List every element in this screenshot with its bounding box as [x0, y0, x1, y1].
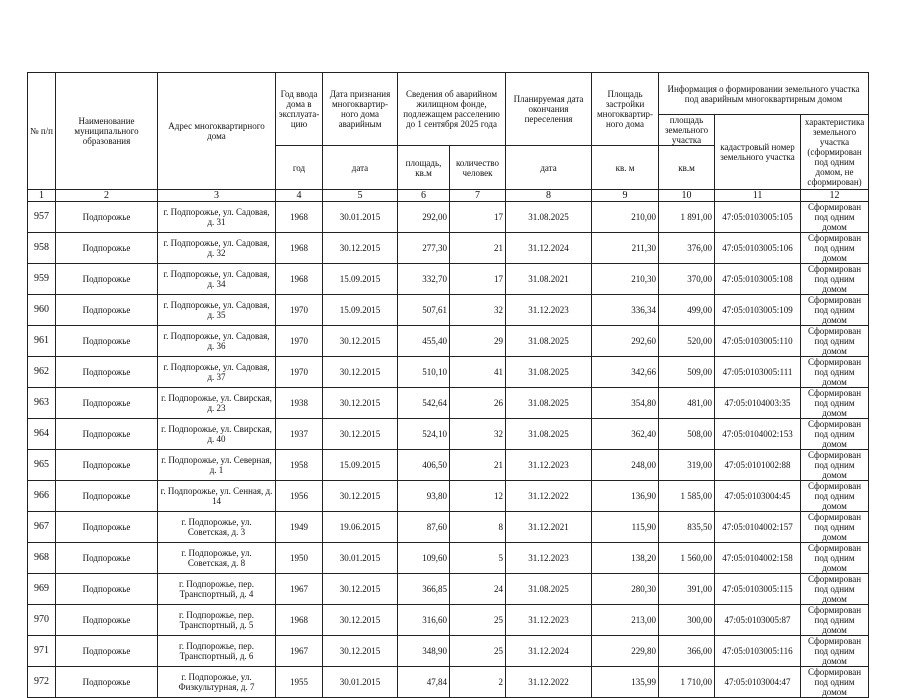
- cell-fund-area: 292,00: [398, 202, 450, 233]
- cell-land-area: 300,00: [659, 605, 715, 636]
- cell-municipality: Подпорожье: [56, 574, 158, 605]
- cell-built-area: 292,60: [592, 326, 659, 357]
- cell-fund-people: 5: [450, 543, 506, 574]
- cell-built-area: 248,00: [592, 450, 659, 481]
- column-number: 4: [276, 190, 323, 202]
- cell-fund-area: 366,85: [398, 574, 450, 605]
- cell-address: г. Подпорожье, ул. Физкультурная, д. 7: [158, 667, 276, 698]
- cell-land-characteristic: Сформирован под одним домом: [801, 574, 869, 605]
- cell-fund-people: 17: [450, 264, 506, 295]
- cell-row-number: 970: [28, 605, 56, 636]
- cell-land-characteristic: Сформирован под одним домом: [801, 233, 869, 264]
- cell-fund-area: 524,10: [398, 419, 450, 450]
- cell-planned-end: 31.08.2025: [506, 326, 592, 357]
- cell-land-area: 481,00: [659, 388, 715, 419]
- table-row: [28, 512, 869, 543]
- cell-land-area: 509,00: [659, 357, 715, 388]
- table-row: [28, 667, 869, 698]
- cell-year: 1958: [276, 450, 323, 481]
- table-row: [28, 202, 869, 233]
- cell-built-area: 211,30: [592, 233, 659, 264]
- cell-address: г. Подпорожье, ул. Садовая, д. 32: [158, 233, 276, 264]
- header-unit-date2: дата: [506, 146, 592, 190]
- cell-recognition-date: 30.12.2015: [323, 233, 398, 264]
- cell-land-characteristic: Сформирован под одним домом: [801, 543, 869, 574]
- cell-fund-area: 348,90: [398, 636, 450, 667]
- cell-land-area: 370,00: [659, 264, 715, 295]
- table-body: [28, 202, 869, 698]
- cell-land-characteristic: Сформирован под одним домом: [801, 326, 869, 357]
- cell-year: 1968: [276, 605, 323, 636]
- cell-year: 1968: [276, 264, 323, 295]
- cell-recognition-date: 30.12.2015: [323, 419, 398, 450]
- header-unit-date: дата: [323, 146, 398, 190]
- cell-recognition-date: 30.12.2015: [323, 605, 398, 636]
- cell-municipality: Подпорожье: [56, 388, 158, 419]
- cell-planned-end: 31.12.2021: [506, 512, 592, 543]
- cell-cadastral-number: 47:05:0103005:108: [715, 264, 801, 295]
- cell-built-area: 342,66: [592, 357, 659, 388]
- table-row: [28, 295, 869, 326]
- cell-land-area: 508,00: [659, 419, 715, 450]
- cell-row-number: 964: [28, 419, 56, 450]
- cell-address: г. Подпорожье, пер. Транспортный, д. 6: [158, 636, 276, 667]
- cell-address: г. Подпорожье, ул. Советская, д. 3: [158, 512, 276, 543]
- cell-built-area: 115,90: [592, 512, 659, 543]
- cell-built-area: 229,80: [592, 636, 659, 667]
- table-row: [28, 357, 869, 388]
- cell-municipality: Подпорожье: [56, 202, 158, 233]
- cell-land-characteristic: Сформирован под одним домом: [801, 202, 869, 233]
- cell-year: 1968: [276, 233, 323, 264]
- cell-fund-area: 87,60: [398, 512, 450, 543]
- cell-address: г. Подпорожье, ул. Северная, д. 1: [158, 450, 276, 481]
- cell-fund-people: 32: [450, 419, 506, 450]
- header-built-area: Площадь застройки многоквартир-ного дома: [592, 73, 659, 146]
- cell-built-area: 135,99: [592, 667, 659, 698]
- cell-land-characteristic: Сформирован под одним домом: [801, 388, 869, 419]
- cell-year: 1970: [276, 326, 323, 357]
- cell-land-area: 835,50: [659, 512, 715, 543]
- cell-fund-area: 510,10: [398, 357, 450, 388]
- cell-land-area: 1 585,00: [659, 481, 715, 512]
- cell-land-area: 1 891,00: [659, 202, 715, 233]
- cell-planned-end: 31.12.2024: [506, 233, 592, 264]
- table-row: [28, 636, 869, 667]
- cell-cadastral-number: 47:05:0104002:158: [715, 543, 801, 574]
- cell-row-number: 957: [28, 202, 56, 233]
- cell-row-number: 965: [28, 450, 56, 481]
- emergency-housing-table: [27, 72, 869, 698]
- cell-built-area: 354,80: [592, 388, 659, 419]
- cell-year: 1938: [276, 388, 323, 419]
- cell-land-area: 391,00: [659, 574, 715, 605]
- cell-fund-area: 455,40: [398, 326, 450, 357]
- cell-address: г. Подпорожье, пер. Транспортный, д. 5: [158, 605, 276, 636]
- column-number: 5: [323, 190, 398, 202]
- cell-municipality: Подпорожье: [56, 295, 158, 326]
- cell-fund-people: 8: [450, 512, 506, 543]
- column-number: 12: [801, 190, 869, 202]
- cell-year: 1970: [276, 357, 323, 388]
- cell-recognition-date: 30.12.2015: [323, 357, 398, 388]
- cell-fund-people: 29: [450, 326, 506, 357]
- cell-built-area: 138,20: [592, 543, 659, 574]
- header-land-info: Информация о формировании земельного участка под аварийным многоквартирным домом: [659, 73, 869, 115]
- cell-land-characteristic: Сформирован под одним домом: [801, 512, 869, 543]
- cell-row-number: 960: [28, 295, 56, 326]
- table-row: [28, 574, 869, 605]
- cell-land-area: 366,00: [659, 636, 715, 667]
- table-row: [28, 450, 869, 481]
- header-address: Адрес многоквартирного дома: [158, 73, 276, 190]
- cell-cadastral-number: 47:05:0103004:45: [715, 481, 801, 512]
- cell-municipality: Подпорожье: [56, 357, 158, 388]
- cell-land-characteristic: Сформирован под одним домом: [801, 450, 869, 481]
- cell-fund-area: 332,70: [398, 264, 450, 295]
- cell-cadastral-number: 47:05:0104002:157: [715, 512, 801, 543]
- cell-fund-area: 47,84: [398, 667, 450, 698]
- cell-recognition-date: 15.09.2015: [323, 450, 398, 481]
- cell-land-characteristic: Сформирован под одним домом: [801, 636, 869, 667]
- cell-row-number: 967: [28, 512, 56, 543]
- cell-built-area: 362,40: [592, 419, 659, 450]
- cell-address: г. Подпорожье, пер. Транспортный, д. 4: [158, 574, 276, 605]
- cell-recognition-date: 30.12.2015: [323, 388, 398, 419]
- cell-row-number: 958: [28, 233, 56, 264]
- cell-planned-end: 31.12.2023: [506, 605, 592, 636]
- cell-fund-people: 24: [450, 574, 506, 605]
- cell-year: 1937: [276, 419, 323, 450]
- cell-planned-end: 31.08.2025: [506, 574, 592, 605]
- cell-municipality: Подпорожье: [56, 450, 158, 481]
- cell-recognition-date: 30.12.2015: [323, 574, 398, 605]
- cell-row-number: 968: [28, 543, 56, 574]
- cell-land-area: 499,00: [659, 295, 715, 326]
- header-planned-end: Планируемая дата окончания переселения: [506, 73, 592, 146]
- cell-planned-end: 31.08.2025: [506, 419, 592, 450]
- cell-built-area: 280,30: [592, 574, 659, 605]
- cell-row-number: 961: [28, 326, 56, 357]
- column-number: 8: [506, 190, 592, 202]
- cell-land-characteristic: Сформирован под одним домом: [801, 481, 869, 512]
- cell-cadastral-number: 47:05:0103005:105: [715, 202, 801, 233]
- cell-municipality: Подпорожье: [56, 264, 158, 295]
- cell-address: г. Подпорожье, ул. Садовая, д. 35: [158, 295, 276, 326]
- table-row: [28, 543, 869, 574]
- cell-land-characteristic: Сформирован под одним домом: [801, 295, 869, 326]
- column-number: 7: [450, 190, 506, 202]
- cell-cadastral-number: 47:05:0103005:110: [715, 326, 801, 357]
- cell-municipality: Подпорожье: [56, 419, 158, 450]
- cell-row-number: 971: [28, 636, 56, 667]
- cell-year: 1950: [276, 543, 323, 574]
- cell-cadastral-number: 47:05:0103005:111: [715, 357, 801, 388]
- header-unit-sqm: кв. м: [592, 146, 659, 190]
- cell-row-number: 969: [28, 574, 56, 605]
- table-row: [28, 419, 869, 450]
- header-num: № п/п: [28, 73, 56, 190]
- cell-year: 1967: [276, 574, 323, 605]
- column-number: 3: [158, 190, 276, 202]
- cell-land-area: 1 710,00: [659, 667, 715, 698]
- cell-address: г. Подпорожье, ул. Свирская, д. 40: [158, 419, 276, 450]
- cell-recognition-date: 30.12.2015: [323, 326, 398, 357]
- cell-cadastral-number: 47:05:0103005:106: [715, 233, 801, 264]
- cell-municipality: Подпорожье: [56, 481, 158, 512]
- table-row: [28, 326, 869, 357]
- cell-municipality: Подпорожье: [56, 636, 158, 667]
- cell-planned-end: 31.12.2022: [506, 667, 592, 698]
- cell-fund-people: 17: [450, 202, 506, 233]
- cell-fund-people: 25: [450, 636, 506, 667]
- cell-municipality: Подпорожье: [56, 512, 158, 543]
- cell-municipality: Подпорожье: [56, 543, 158, 574]
- cell-address: г. Подпорожье, ул. Свирская, д. 23: [158, 388, 276, 419]
- cell-cadastral-number: 47:05:0103005:87: [715, 605, 801, 636]
- table-row: [28, 388, 869, 419]
- cell-fund-people: 25: [450, 605, 506, 636]
- cell-municipality: Подпорожье: [56, 326, 158, 357]
- cell-municipality: Подпорожье: [56, 667, 158, 698]
- header-unit-year: год: [276, 146, 323, 190]
- cell-municipality: Подпорожье: [56, 605, 158, 636]
- cell-fund-people: 41: [450, 357, 506, 388]
- cell-fund-area: 507,61: [398, 295, 450, 326]
- cell-recognition-date: 30.01.2015: [323, 667, 398, 698]
- cell-fund-people: 12: [450, 481, 506, 512]
- cell-land-characteristic: Сформирован под одним домом: [801, 667, 869, 698]
- cell-land-characteristic: Сформирован под одним домом: [801, 605, 869, 636]
- column-number: 11: [715, 190, 801, 202]
- cell-address: г. Подпорожье, ул. Садовая, д. 34: [158, 264, 276, 295]
- header-year-commissioned: Год ввода дома в эксплуата-цию: [276, 73, 323, 146]
- cell-year: 1970: [276, 295, 323, 326]
- cell-planned-end: 31.12.2023: [506, 295, 592, 326]
- cell-cadastral-number: 47:05:0103004:47: [715, 667, 801, 698]
- cell-recognition-date: 15.09.2015: [323, 264, 398, 295]
- cell-built-area: 210,30: [592, 264, 659, 295]
- cell-fund-people: 2: [450, 667, 506, 698]
- cell-cadastral-number: 47:05:0104002:153: [715, 419, 801, 450]
- cell-address: г. Подпорожье, ул. Советская, д. 8: [158, 543, 276, 574]
- cell-land-area: 520,00: [659, 326, 715, 357]
- header-municipality: Наименование муниципального образования: [56, 73, 158, 190]
- cell-recognition-date: 19.06.2015: [323, 512, 398, 543]
- cell-planned-end: 31.12.2024: [506, 636, 592, 667]
- cell-planned-end: 31.08.2025: [506, 357, 592, 388]
- cell-recognition-date: 30.01.2015: [323, 543, 398, 574]
- header-cadastral: кадастровый номер земельного участка: [715, 115, 801, 190]
- cell-land-characteristic: Сформирован под одним домом: [801, 419, 869, 450]
- cell-planned-end: 31.08.2021: [506, 264, 592, 295]
- cell-row-number: 962: [28, 357, 56, 388]
- cell-fund-people: 26: [450, 388, 506, 419]
- cell-fund-area: 109,60: [398, 543, 450, 574]
- table-row: [28, 264, 869, 295]
- cell-cadastral-number: 47:05:0101002:88: [715, 450, 801, 481]
- cell-planned-end: 31.12.2023: [506, 543, 592, 574]
- cell-year: 1967: [276, 636, 323, 667]
- cell-built-area: 213,00: [592, 605, 659, 636]
- cell-planned-end: 31.08.2025: [506, 388, 592, 419]
- cell-address: г. Подпорожье, ул. Сенная, д. 14: [158, 481, 276, 512]
- cell-row-number: 963: [28, 388, 56, 419]
- column-number: 2: [56, 190, 158, 202]
- table-row: [28, 233, 869, 264]
- cell-planned-end: 31.12.2022: [506, 481, 592, 512]
- cell-land-characteristic: Сформирован под одним домом: [801, 357, 869, 388]
- cell-cadastral-number: 47:05:0103005:109: [715, 295, 801, 326]
- cell-land-area: 376,00: [659, 233, 715, 264]
- cell-recognition-date: 30.12.2015: [323, 481, 398, 512]
- cell-cadastral-number: 47:05:0103005:115: [715, 574, 801, 605]
- header-unit-sqm2: кв.м: [659, 146, 715, 190]
- cell-planned-end: 31.12.2023: [506, 450, 592, 481]
- column-number: 9: [592, 190, 659, 202]
- table-row: [28, 481, 869, 512]
- header-recognition-date: Дата признания многоквартир-ного дома аварийным: [323, 73, 398, 146]
- cell-fund-area: 277,30: [398, 233, 450, 264]
- cell-fund-area: 542,64: [398, 388, 450, 419]
- header-emergency-fund: Сведения об аварийном жилищном фонде, подлежащем расселению до 1 сентября 2025 года: [398, 73, 506, 146]
- cell-fund-people: 21: [450, 233, 506, 264]
- cell-planned-end: 31.08.2025: [506, 202, 592, 233]
- cell-fund-area: 93,80: [398, 481, 450, 512]
- cell-built-area: 136,90: [592, 481, 659, 512]
- header-fund-area: площадь, кв.м: [398, 146, 450, 190]
- cell-year: 1968: [276, 202, 323, 233]
- cell-recognition-date: 30.12.2015: [323, 636, 398, 667]
- cell-fund-people: 32: [450, 295, 506, 326]
- cell-municipality: Подпорожье: [56, 233, 158, 264]
- cell-built-area: 210,00: [592, 202, 659, 233]
- cell-year: 1949: [276, 512, 323, 543]
- cell-recognition-date: 15.09.2015: [323, 295, 398, 326]
- cell-land-characteristic: Сформирован под одним домом: [801, 264, 869, 295]
- cell-fund-area: 316,60: [398, 605, 450, 636]
- cell-built-area: 336,34: [592, 295, 659, 326]
- cell-row-number: 959: [28, 264, 56, 295]
- cell-year: 1956: [276, 481, 323, 512]
- cell-land-area: 1 560,00: [659, 543, 715, 574]
- header-land-area: площадь земельного участка: [659, 115, 715, 146]
- cell-recognition-date: 30.01.2015: [323, 202, 398, 233]
- column-number: 10: [659, 190, 715, 202]
- cell-address: г. Подпорожье, ул. Садовая, д. 31: [158, 202, 276, 233]
- cell-land-area: 319,00: [659, 450, 715, 481]
- header-land-char: характеристика земельного участка (сформирован под одним домом, не сформирован): [801, 115, 869, 190]
- cell-fund-area: 406,50: [398, 450, 450, 481]
- header-fund-people: количество человек: [450, 146, 506, 190]
- cell-row-number: 966: [28, 481, 56, 512]
- table-row: [28, 605, 869, 636]
- column-number: 1: [28, 190, 56, 202]
- cell-address: г. Подпорожье, ул. Садовая, д. 36: [158, 326, 276, 357]
- cell-address: г. Подпорожье, ул. Садовая, д. 37: [158, 357, 276, 388]
- cell-cadastral-number: 47:05:0104003:35: [715, 388, 801, 419]
- cell-fund-people: 21: [450, 450, 506, 481]
- cell-year: 1955: [276, 667, 323, 698]
- column-number: 6: [398, 190, 450, 202]
- cell-cadastral-number: 47:05:0103005:116: [715, 636, 801, 667]
- cell-row-number: 972: [28, 667, 56, 698]
